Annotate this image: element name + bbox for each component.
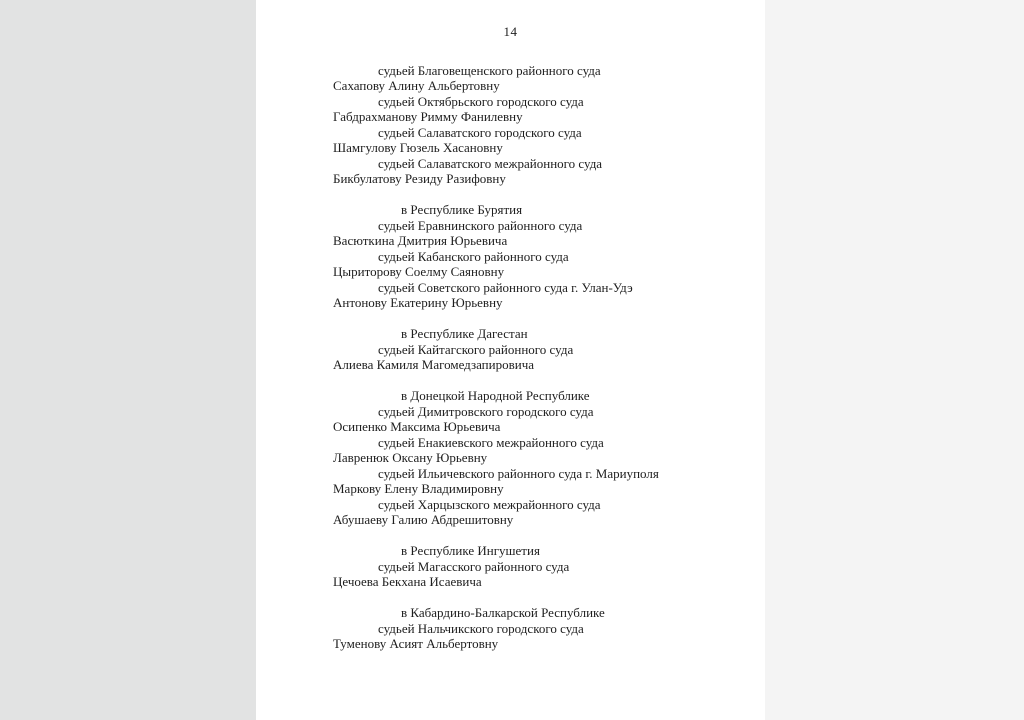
canvas-right-margin xyxy=(765,0,1024,720)
court-line: судьей Октябрьского городского суда xyxy=(378,93,584,109)
judge-name-line: Шамгулову Гюзель Хасановну xyxy=(333,140,503,155)
judge-name-line: Цечоева Бекхана Исаевича xyxy=(333,574,482,589)
judge-name-line: Абушаеву Галию Абдрешитовну xyxy=(333,512,514,527)
region-heading: в Республике Ингушетия xyxy=(401,543,540,558)
court-line: судьей Енакиевского межрайонного суда xyxy=(378,434,604,450)
canvas-left-margin xyxy=(0,0,256,720)
court-line: судьей Димитровского городского суда xyxy=(378,403,594,419)
court-line: судьей Ильичевского районного суда г. Мариуполя xyxy=(378,465,659,481)
document-page xyxy=(256,0,765,720)
judge-name-line: Лавренюк Оксану Юрьевну xyxy=(333,450,488,465)
judge-name-line: Васюткина Дмитрия Юрьевича xyxy=(333,233,508,248)
judge-name-line: Бикбулатову Резиду Разифовну xyxy=(333,171,506,186)
judge-name-line: Антонову Екатерину Юрьевну xyxy=(333,295,503,310)
judge-name-line: Сахапову Алину Альбертовну xyxy=(333,78,500,93)
document-body xyxy=(256,63,765,652)
court-line: судьей Нальчикского городского суда xyxy=(378,620,584,636)
region-heading: в Донецкой Народной Республике xyxy=(401,388,590,403)
region-heading: в Республике Бурятия xyxy=(401,202,523,217)
court-line: судьей Благовещенского районного суда xyxy=(378,62,601,78)
judge-name-line: Цыриторову Соелму Саяновну xyxy=(333,264,505,279)
judge-name-line: Габдрахманову Римму Фанилевну xyxy=(333,109,523,124)
judge-name-line: Осипенко Максима Юрьевича xyxy=(333,419,501,434)
court-line: судьей Кайтагского районного суда xyxy=(378,341,574,357)
judge-name-line: Алиева Камиля Магомедзапировича xyxy=(333,357,534,372)
court-line: судьей Салаватского межрайонного суда xyxy=(378,155,603,171)
court-line: судьей Салаватского городского суда xyxy=(378,124,582,140)
court-line: судьей Советского районного суда г. Улан-Удэ xyxy=(378,279,633,295)
court-line: судьей Харцызского межрайонного суда xyxy=(378,496,601,512)
region-heading: в Кабардино-Балкарской Республике xyxy=(401,605,605,620)
judge-name-line: Маркову Елену Владимировну xyxy=(333,481,504,496)
court-line: судьей Магасского районного суда xyxy=(378,558,570,574)
judge-name-line: Туменову Асият Альбертовну xyxy=(333,636,499,651)
court-line: судьей Кабанского районного суда xyxy=(378,248,569,264)
region-heading: в Республике Дагестан xyxy=(401,326,528,341)
court-line: судьей Еравнинского районного суда xyxy=(378,217,583,233)
page-number: 14 xyxy=(503,24,518,39)
